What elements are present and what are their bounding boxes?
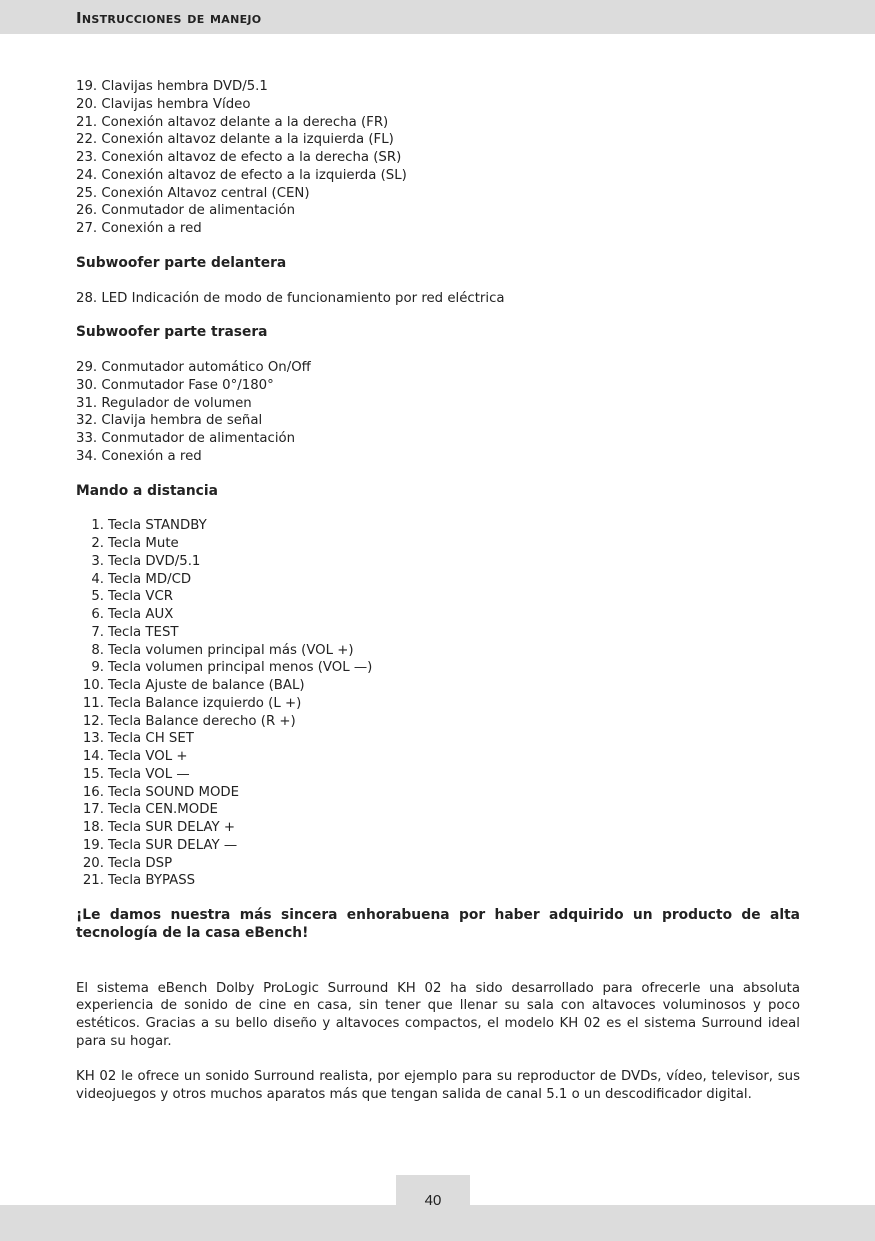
list-item [76,713,800,731]
item-label: Tecla Ajuste de balance (BAL) [108,678,305,693]
item-label: Tecla volumen principal menos (VOL —) [108,660,373,676]
list-item [76,695,800,713]
list-item [76,748,800,766]
list-item [76,766,800,784]
item-label: Tecla CH SET [108,731,194,747]
item-number: 17. [82,802,104,818]
item-number: 9. [91,660,104,676]
list-item: 31. Regulador de volumen [76,395,252,411]
page-number: 40 [424,1192,442,1209]
item-label: Tecla BYPASS [108,873,196,889]
item-label: Tecla SOUND MODE [108,784,240,800]
list-item [76,730,800,748]
item-number: 18. [82,820,104,835]
list-item [76,837,800,855]
item-number: 5. [91,589,104,605]
list-item: 20. Clavijas hembra Vídeo [76,96,251,112]
features-paragraph: KH 02 le ofrece un sonido Surround realista, por ejemplo para su reproductor de DVDs, vídeo, televisor, sus videojuegos y otros muchos aparatos más que tengan salida de canal 5.1 o un descodificador digital. [76,1069,800,1102]
list-item [76,819,800,837]
item-number: 4. [91,571,104,587]
list-item: 21. Conexión altavoz delante a la derecha (FR) [76,114,389,130]
item-number: 2. [91,536,104,551]
list-item [76,642,800,660]
list-item: 32. Clavija hembra de señal [76,413,263,429]
item-label: Tecla Balance derecho (R +) [108,713,296,729]
item-label: Tecla MD/CD [108,571,192,587]
item-label: Tecla VOL — [108,766,190,782]
list-item: 22. Conexión altavoz delante a la izquierda (FL) [76,132,394,148]
list-item [76,588,800,606]
section-heading-subwoofer-front: Subwoofer parte delantera [76,254,287,271]
item-number: 21. [82,873,104,889]
item-label: Tecla SUR DELAY — [108,837,238,853]
list-item: 24. Conexión altavoz de efecto a la izquierda (SL) [76,167,407,183]
item-number: 20. [82,855,104,871]
header-title: Instrucciones de manejo [76,9,262,27]
list-item [76,535,800,553]
list-item: 27. Conexión a red [76,221,202,236]
list-item: 34. Conexión a red [76,448,202,464]
item-label: Tecla Balance izquierdo (L +) [108,695,302,711]
item-label: Tecla STANDBY [108,518,207,534]
section-heading-remote: Mando a distancia [76,482,218,499]
item-number: 16. [82,784,104,800]
list-item: 23. Conexión altavoz de efecto a la derecha (SR) [76,150,402,165]
page-content [76,78,800,1104]
footer-band [0,1205,875,1241]
list-item [76,553,800,571]
item-label: Tecla VOL + [108,749,188,764]
list-item [76,677,800,695]
item-number: 6. [91,607,104,622]
header-band [0,0,875,34]
item-number: 3. [91,553,104,569]
list-item [76,784,800,802]
item-number: 1. [91,518,104,534]
list-item [76,517,800,535]
list-item [76,855,800,873]
item-label: Tecla TEST [108,624,179,640]
item-label: Tecla Mute [108,536,179,551]
list-item: 29. Conmutador automático On/Off [76,360,311,375]
remote-keys-list [76,517,800,890]
item-label: Tecla DVD/5.1 [108,553,201,569]
list-item: 28. LED Indicación de modo de funcionamiento por red eléctrica [76,290,505,306]
intro-paragraph: El sistema eBench Dolby ProLogic Surround KH 02 ha sido desarrollado para ofrecerle una absoluta experiencia de sonido de cine en casa, sin tener que llenar su sala con altavoces voluminosos y poco estéticos. Gracias a su bello diseño y altavoces compactos, el modelo KH 02 es el sistema Surround ideal para su hogar. [76,980,800,1049]
list-item [76,606,800,624]
list-item: 30. Conmutador Fase 0°/180° [76,377,274,393]
item-number: 12. [82,713,104,729]
subwoofer-front-list [76,290,800,308]
item-number: 10. [82,678,104,693]
item-number: 8. [91,642,104,658]
item-label: Tecla AUX [108,607,174,622]
list-item: 25. Conexión Altavoz central (CEN) [76,185,310,201]
item-number: 13. [82,731,104,747]
item-number: 15. [82,766,104,782]
item-label: Tecla volumen principal más (VOL +) [108,642,354,658]
item-number: 19. [82,837,104,853]
list-item [76,872,800,890]
list-item: 33. Conmutador de alimentación [76,431,296,446]
rear-connections-list [76,78,800,238]
congratulations-text: ¡Le damos nuestra más sincera enhorabuena por haber adquirido un producto de alta tecnología de la casa eBench! [76,907,800,941]
section-heading-subwoofer-rear: Subwoofer parte trasera [76,324,268,341]
item-number: 7. [91,624,104,640]
item-number: 14. [82,749,104,764]
item-number: 11. [82,695,104,711]
list-item [76,801,800,819]
item-label: Tecla DSP [108,855,173,871]
list-item [76,624,800,642]
list-item [76,659,800,677]
item-label: Tecla CEN.MODE [108,802,218,818]
item-label: Tecla VCR [108,589,174,605]
item-label: Tecla SUR DELAY + [108,820,235,835]
subwoofer-rear-list [76,359,800,466]
list-item: 26. Conmutador de alimentación [76,203,296,219]
list-item [76,571,800,589]
list-item: 19. Clavijas hembra DVD/5.1 [76,79,268,94]
